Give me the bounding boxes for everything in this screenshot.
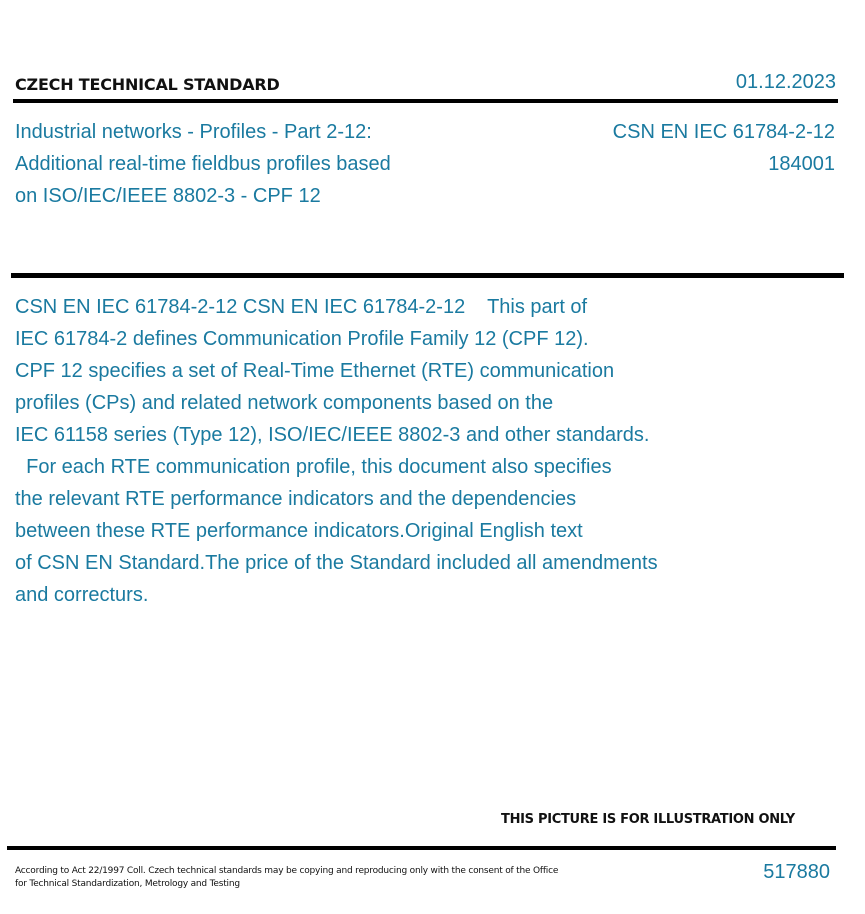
legal-notice	[15, 865, 615, 891]
footer-divider	[7, 846, 836, 850]
abstract-line: IEC 61158 series (Type 12), ISO/IEC/IEEE 8802-3 and other standards.	[15, 424, 650, 446]
abstract-line: between these RTE performance indicators.Original English text	[15, 520, 583, 542]
abstract-line: profiles (CPs) and related network components based on the	[15, 392, 554, 414]
title-line: Additional real-time fieldbus profiles based	[15, 153, 391, 175]
title-divider	[11, 273, 844, 278]
standard-identifier	[613, 116, 835, 180]
abstract-line: and correcturs.	[15, 584, 149, 606]
abstract-line: For each RTE communication profile, this document also specifies	[15, 456, 612, 478]
abstract-line: CPF 12 specifies a set of Real-Time Ethernet (RTE) communication	[15, 360, 615, 382]
class-number: 184001	[768, 153, 835, 175]
catalog-number: 517880	[763, 861, 830, 883]
abstract-text	[15, 291, 735, 611]
issue-date: 01.12.2023	[735, 71, 836, 93]
abstract-line: IEC 61784-2 defines Communication Profile Family 12 (CPF 12).	[15, 328, 589, 350]
standard-code: CSN EN IEC 61784-2-12	[612, 121, 835, 143]
illustration-note: THIS PICTURE IS FOR ILLUSTRATION ONLY	[501, 812, 795, 827]
abstract-line: the relevant RTE performance indicators and the dependencies	[15, 488, 577, 510]
legal-line: for Technical Standardization, Metrology and Testing	[15, 879, 240, 889]
abstract-line: CSN EN IEC 61784-2-12 CSN EN IEC 61784-2-12 This part of	[15, 296, 588, 318]
document-type-label: CZECH TECHNICAL STANDARD	[15, 75, 280, 94]
header-divider	[13, 99, 838, 103]
abstract-line: of CSN EN Standard.The price of the Standard included all amendments	[15, 552, 658, 574]
title-line: Industrial networks - Profiles - Part 2-12:	[15, 121, 372, 143]
legal-line: According to Act 22/1997 Coll. Czech technical standards may be copying and reproducing only with the consent of the Office	[15, 866, 559, 876]
title-line: on ISO/IEC/IEEE 8802-3 - CPF 12	[15, 185, 321, 207]
standard-title	[15, 116, 575, 212]
